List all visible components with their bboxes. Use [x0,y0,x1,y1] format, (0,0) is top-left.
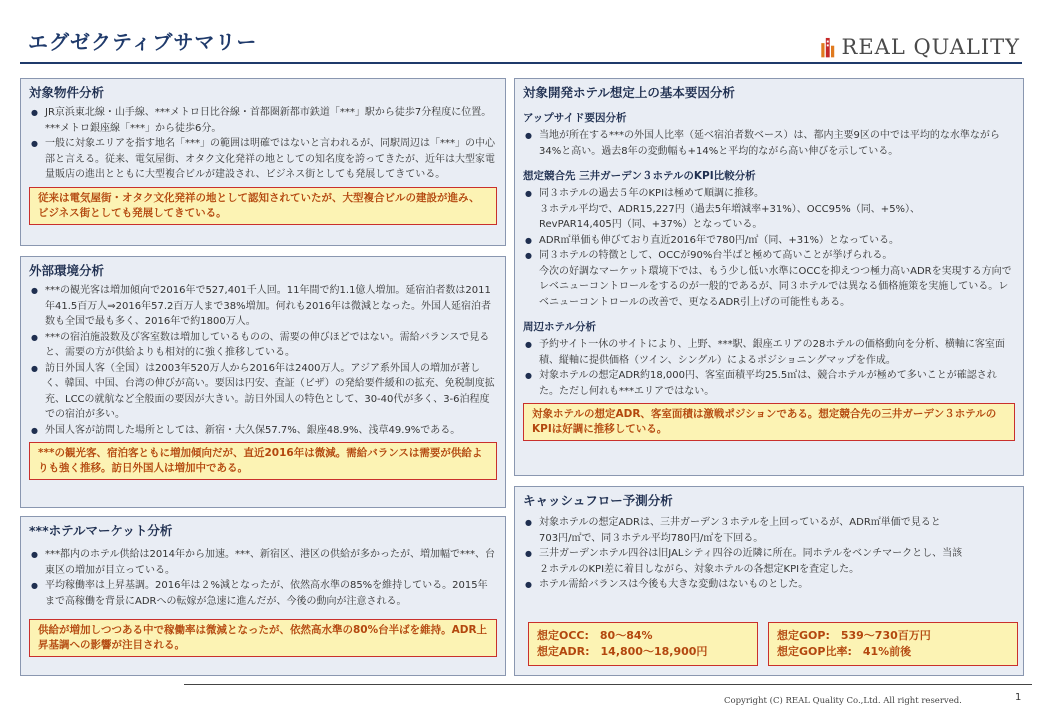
summary-callout: 供給が増加しつつある中で稼働率は微減となったが、依然高水準の80%台半ばを維持。ADR上昇基調への影響が注目される。 [29,619,497,657]
list-item: ● ***都内のホテル供給は2014年から加速。***、新宿区、港区の供給が多かったが、増加幅で***、台東区の増加が目立っている。 [29,547,497,578]
panel-heading: 対象物件分析 [29,85,105,100]
list-item: ● 一般に対象エリアを指す地名「***」の範囲は明確ではないと言われるが、同駅周辺は「***」の中心部と言える。従来、電気屋街、オタク文化発祥の地としての知名度を誇ってきたが、近年は大型家電量販店の進出とともに大型複合ビルが建設され、ビジネス街としても発展してきている。 [29,136,497,183]
nearby-subheading: 周辺ホテル分析 [523,321,596,333]
revenue-control-note: 今次の好調なマーケット環境下では、もう少し低い水準にOCCを抑えつつ極力高いADRを実現する方向でレベニューコントロールをするのが一般的であるが、同３ホテルでは異なる価格施策を実施している。レベニューコントロールの改善で、更なるADR引上げの可能性もある。 [539,265,1012,308]
competitor-subheading: 想定競合先 三井ガーデン３ホテルのKPI比較分析 [523,170,756,182]
summary-callout: 従来は電気屋街・オタク文化発祥の地として認知されていたが、大型複合ビルの建設が進み、ビジネス街としても発展してきている。 [29,187,497,225]
list-item: ● ***の宿泊施設数及び客室数は増加しているものの、需要の伸びほどではない。需給バランスで見ると、需要の方が供給よりも相対的に強く推移している。 [29,330,497,361]
panel-heading: キャッシュフロー予測分析 [523,493,673,508]
environment-analysis-panel [20,256,506,508]
list-item-continuation: ２ホテルのKPI差に着目しながら、対象ホテルの各想定KPIを査定した。 [539,563,860,575]
list-item: ● ホテル需給バランスは今後も大きな変動はないものとした。 [523,577,1015,593]
panel-heading: ***ホテルマーケット分析 [29,523,173,538]
list-item: ● 外国人客が訪問した場所としては、新宿・大久保57.7%、銀座48.9%、浅草49.9%である。 [29,423,497,439]
gop-kpi-box [768,622,1018,666]
summary-callout: 対象ホテルの想定ADR、客室面積は激戦ポジションである。想定競合先の三井ガーデン３ホテルのKPIは好調に推移している。 [523,403,1015,441]
list-item: ● 対象ホテルの想定ADR約18,000円、客室面積平均25.5㎡は、競合ホテルが極めて多いことが確認された。ただし何れも***エリアではない。 [523,368,1015,399]
panel-heading: 対象開発ホテル想定上の基本要因分析 [523,85,735,100]
upside-subheading: アップサイド要因分析 [523,112,627,124]
list-item: ● ***の観光客は増加傾向で2016年で527,401千人回。11年間で約1.1億人増加。延宿泊者数は2011年41.5百万人⇒2016年57.2百万人まで38%増加。何れも2016年は微減となった。外国人延宿泊者数も全国で最も多く、2016年で約1800万人。 [29,283,497,330]
list-item: ● 同３ホテルの過去５年のKPIは極めて順調に推移。 [523,186,1015,202]
company-logo [820,30,1020,64]
list-item: ● 当地が所在する***の外国人比率（延べ宿泊者数ベース）は、都内主要9区の中では平均的な水準ながら34%と高い。過去8年の変動幅も+14%と平均的ながら高い伸びを示している。 [523,128,1015,159]
kpi-line-gop: 想定GOP: 539～730百万円 [777,629,931,642]
kpi-line-gop-ratio: 想定GOP比率: 41%前後 [777,645,912,658]
property-analysis-panel [20,78,506,246]
building-logo-icon [820,31,836,63]
footer-divider [184,684,1032,685]
list-item: ● 同３ホテルの特徴として、OCCが90%台半ばと極めて高いことが挙げられる。 [523,248,1015,264]
list-item-continuation: 703円/㎡で、同３ホテル平均780円/㎡を下回る。 [539,532,764,544]
copyright-text: Copyright (C) REAL Quality Co.,Ltd. All right reserved. [724,696,962,706]
list-item: ● ADR㎡単価も伸びており直近2016年で780円/㎡（同、+31%）となっている。 [523,233,1015,249]
title-divider [20,62,1022,64]
panel-heading: 外部環境分析 [29,263,105,278]
page-title: エグゼクティブサマリー [28,30,258,54]
occ-adr-kpi-box [528,622,758,666]
list-item: ● 対象ホテルの想定ADRは、三井ガーデン３ホテルを上回っているが、ADR㎡単価で見ると [523,515,1015,531]
kpi-line-occ: 想定OCC: 80～84% [537,629,653,642]
hotel-market-panel [20,516,506,676]
list-item: ● 予約サイト一休のサイトにより、上野、***駅、銀座エリアの28ホテルの価格動向を分析、横軸に客室面積、縦軸に提供価格（ツイン、シングル）によるポジショニングマップを作成。 [523,337,1015,368]
summary-callout: ***の観光客、宿泊客ともに増加傾向だが、直近2016年は微減。需給バランスは需要が供給よりも強く推移。訪日外国人は増加中である。 [29,442,497,480]
list-item: ● 平均稼働率は上昇基調。2016年は２%減となったが、依然高水準の85%を維持している。2015年まで高稼働を背景にADRへの転嫁が急速に進んだが、今後の動向が注意される。 [29,578,497,609]
list-item: ● 訪日外国人客（全国）は2003年520万人から2016年は2400万人。アジア系外国人の増加が著しく、韓国、中国、台湾の伸びが高い。要因は円安、査証（ビザ）の発給要件緩和の拡充、免税制度拡充、LCCの就航など全般面の要因が大きい。訪日外国人の特色として、30-40代が多く、3-6泊程度での宿泊が多い。 [29,361,497,423]
kpi-line-adr: 想定ADR: 14,800～18,900円 [537,645,708,658]
page-number: 1 [1015,692,1022,703]
kpi-detail-line: ３ホテル平均で、ADR15,227円（過去5年増減率+31%）、OCC95%（同、+5%）、 [539,203,921,215]
list-item: ● 三井ガーデンホテル四谷は旧JALシティ四谷の近隣に所在。同ホテルをベンチマークとし、当該 [523,546,1015,562]
basic-factor-panel [514,78,1024,476]
logo-text: REAL QUALITY [841,35,1020,59]
list-item: ● JR京浜東北線・山手線、***メトロ日比谷線・首都圏新都市鉄道「***」駅から徒歩7分程度に位置。***メトロ銀座線「***」から徒歩6分。 [29,105,497,136]
kpi-detail-line: RevPAR14,405円（同、+37%）となっている。 [539,219,763,230]
